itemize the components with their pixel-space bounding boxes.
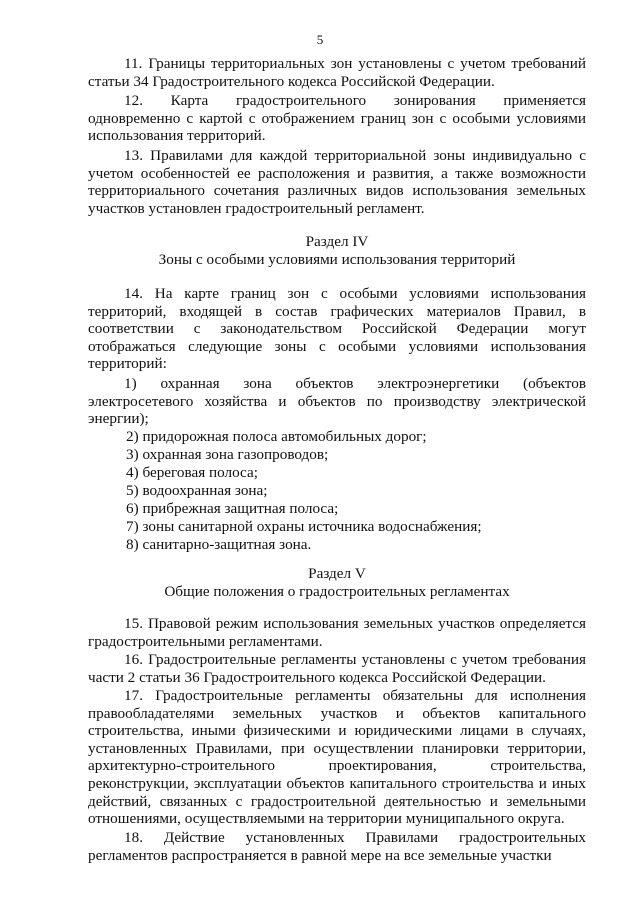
list-item-3: 3) охранная зона газопроводов; <box>126 446 329 463</box>
list-item-1: 1) охранная зона объектов электроэнергетики (объектов электросетевого хозяйства и объектов по производству электрической энергии); <box>88 375 586 428</box>
list-item-4: 4) береговая полоса; <box>126 464 258 481</box>
section-5-heading: Раздел V <box>308 565 366 582</box>
paragraph-16: 16. Градостроительные регламенты установлены с учетом требования части 2 статьи 36 Градостроительного кодекса Российской Федерации. <box>88 651 586 686</box>
section-4-heading: Раздел IV <box>305 233 369 250</box>
paragraph-17: 17. Градостроительные регламенты обязательны для исполнения правообладателями земельных участков и объектов капитального строительства, иными физическими и юридическими лицами в случаях, установленных Правилами, при осуществлении планировки территории, архитектурно-строительного проектирования, строительства, реконструкции, эксплуатации объектов капитального строительства и иных действий, связанных с градостроительной деятельностью и земельными отношениями, осуществляемыми на территории муниципального округа. <box>88 687 586 828</box>
list-item-7: 7) зоны санитарной охраны источника водоснабжения; <box>126 518 482 535</box>
list-item-5: 5) водоохранная зона; <box>126 482 268 499</box>
paragraph-13: 13. Правилами для каждой территориальной зоны индивидуально с учетом особенностей ее расположения и развития, а также возможности территориального сочетания различных видов использования земельных участков установлен градостроительный регламент. <box>88 147 586 217</box>
paragraph-11: 11. Границы территориальных зон установлены с учетом требований статьи 34 Градостроительного кодекса Российской Федерации. <box>88 55 586 90</box>
section-5-title: Общие положения о градостроительных регламентах <box>164 583 510 600</box>
page-number: 5 <box>316 32 324 47</box>
list-item-6: 6) прибрежная защитная полоса; <box>126 500 339 517</box>
list-item-8: 8) санитарно-защитная зона. <box>126 536 312 553</box>
list-item-2: 2) придорожная полоса автомобильных дорог; <box>126 428 427 445</box>
paragraph-14: 14. На карте границ зон с особыми условиями использования территорий, входящей в состав графических материалов Правил, в соответствии с законодательством Российской Федерации могут отображаться следующие зоны с особыми условиями использования территорий: <box>88 285 586 373</box>
paragraph-12: 12. Карта градостроительного зонирования применяется одновременно с картой с отображением границ зон с особыми условиями использования территорий. <box>88 92 586 145</box>
paragraph-15: 15. Правовой режим использования земельных участков определяется градостроительными регламентами. <box>88 615 586 650</box>
section-4-title: Зоны с особыми условиями использования территорий <box>158 251 516 268</box>
paragraph-18: 18. Действие установленных Правилами градостроительных регламентов распространяется в равной мере на все земельные участки <box>88 829 586 864</box>
